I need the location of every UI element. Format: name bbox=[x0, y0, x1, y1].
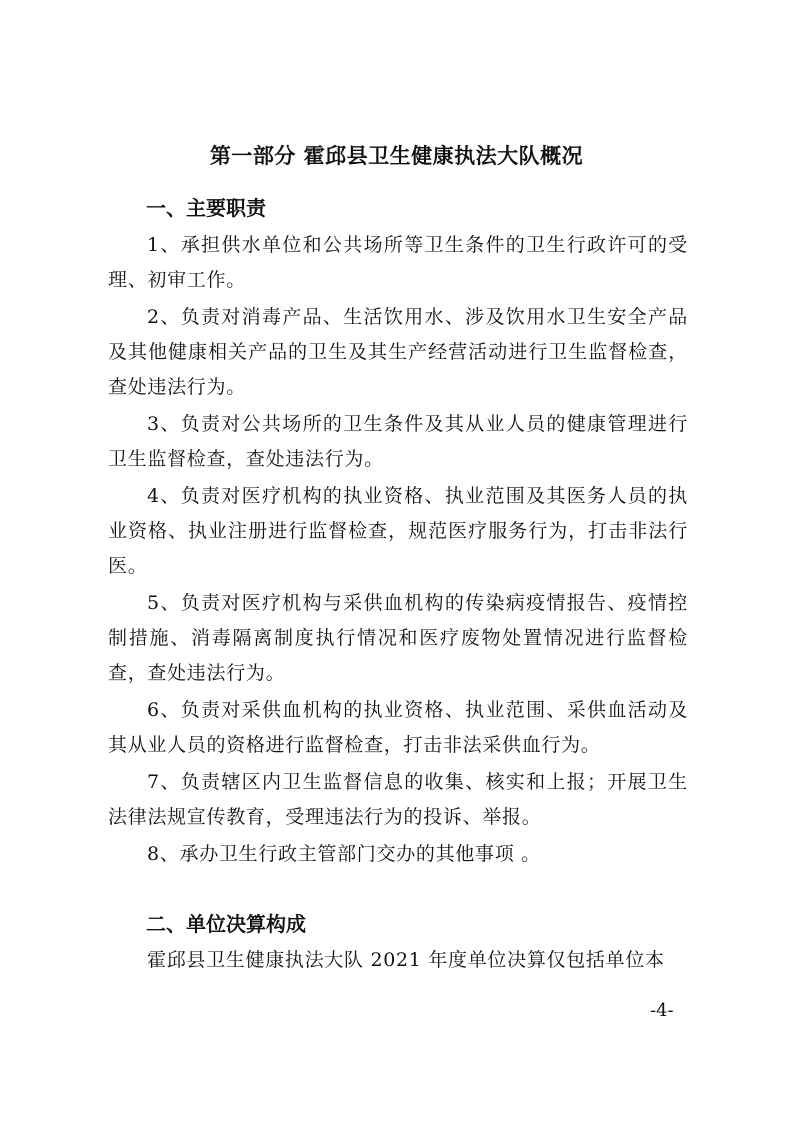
page-number: -4- bbox=[650, 1000, 674, 1021]
duty-item-7: 7、负责辖区内卫生监督信息的收集、核实和上报；开展卫生法律法规宣传教育，受理违法行为的投诉、举报。 bbox=[108, 771, 688, 828]
section-heading-composition: 二、单位决算构成 bbox=[146, 912, 306, 936]
duty-item-3: 3、负责对公共场所的卫生条件及其从业人员的健康管理进行卫生监督检查，查处违法行为。 bbox=[108, 413, 688, 470]
duty-item-8: 8、承办卫生行政主管部门交办的其他事项 。 bbox=[147, 843, 541, 865]
duty-item-6: 6、负责对采供血机构的执业资格、执业范围、采供血活动及其从业人员的资格进行监督检查，打击非法采供血行为。 bbox=[108, 699, 688, 756]
duty-item-2: 2、负责对消毒产品、生活饮用水、涉及饮用水卫生安全产品及其他健康相关产品的卫生及其生产经营活动进行卫生监督检查，查处违法行为。 bbox=[108, 306, 688, 398]
duty-item-1: 1、承担供水单位和公共场所等卫生条件的卫生行政许可的受理、初审工作。 bbox=[108, 234, 688, 291]
composition-paragraph: 霍邱县卫生健康执法大队 2021 年度单位决算仅包括单位本 bbox=[147, 949, 665, 971]
section-heading-duties: 一、主要职责 bbox=[146, 196, 266, 220]
duty-item-5: 5、负责对医疗机构与采供血机构的传染病疫情报告、疫情控制措施、消毒隔离制度执行情况和医疗废物处置情况进行监督检查，查处违法行为。 bbox=[108, 592, 688, 684]
page-title: 第一部分 霍邱县卫生健康执法大队概况 bbox=[209, 144, 584, 168]
duty-item-4: 4、负责对医疗机构的执业资格、执业范围及其医务人员的执业资格、执业注册进行监督检查，规范医疗服务行为，打击非法行医。 bbox=[108, 485, 688, 577]
